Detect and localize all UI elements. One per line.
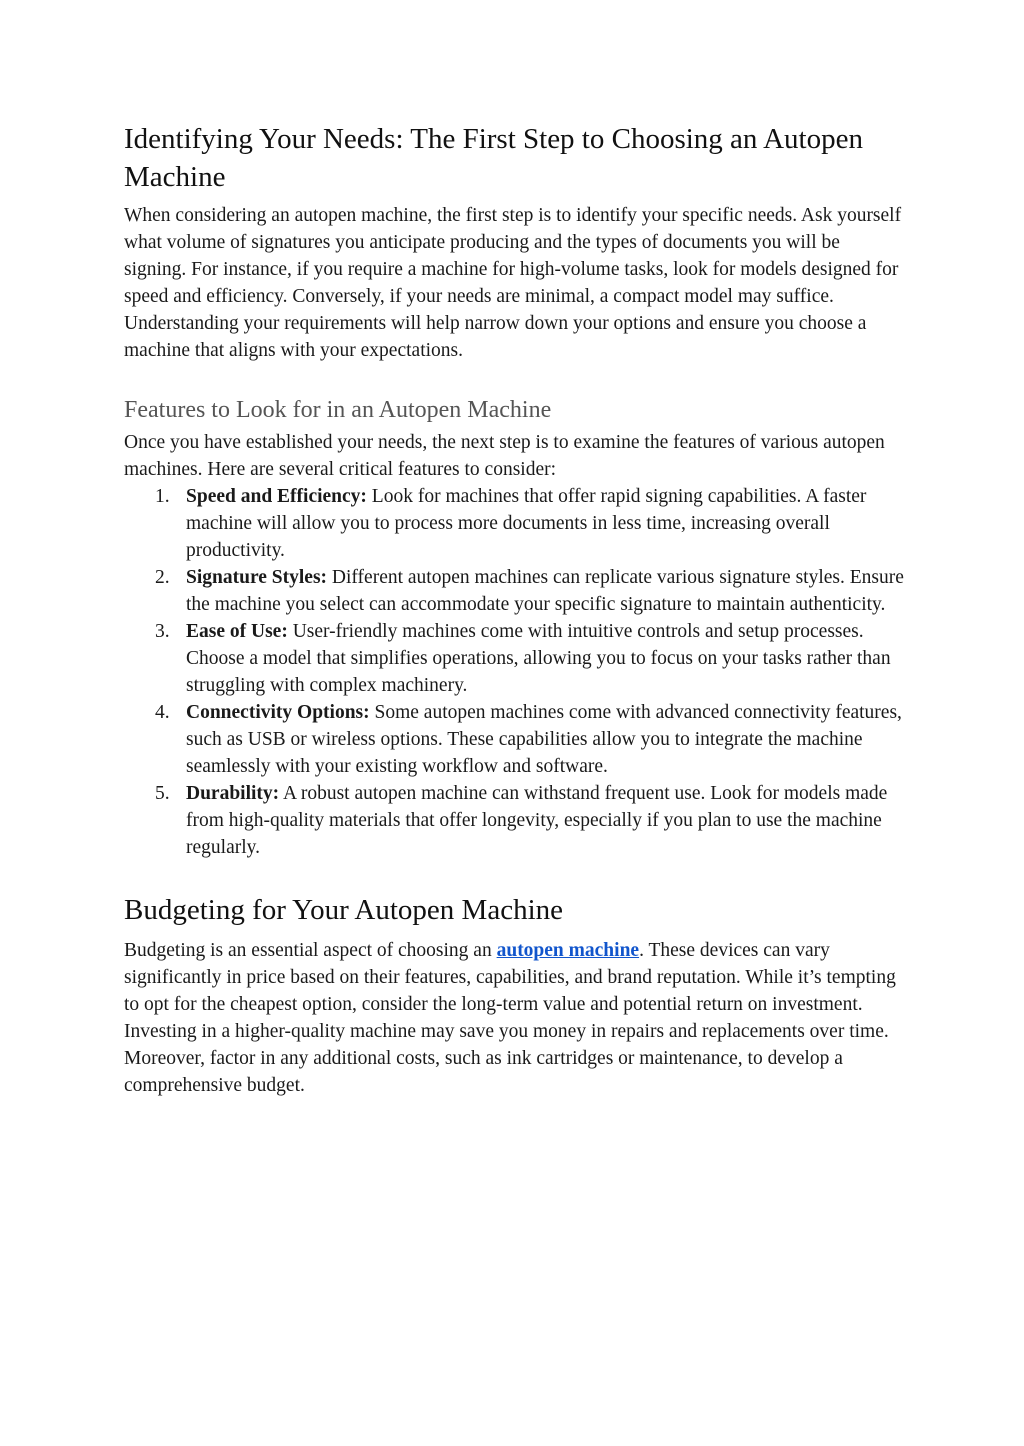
list-item-text: User-friendly machines come with intuitive controls and setup processes. Choose a model that simplifies operations, allowing you to focus on your tasks rather than struggling with complex machinery. xyxy=(186,621,891,696)
list-item-text: Different autopen machines can replicate various signature styles. Ensure the machine you select can accommodate your specific signature to maintain authenticity. xyxy=(186,567,904,615)
heading-features: Features to Look for in an Autopen Machine xyxy=(124,397,552,423)
heading-budgeting: Budgeting for Your Autopen Machine xyxy=(124,894,563,926)
list-item xyxy=(124,564,904,618)
list-item xyxy=(124,618,904,699)
list-number: 4. xyxy=(155,702,170,723)
list-item-text: A robust autopen machine can withstand frequent use. Look for models made from high-quality materials that offer longevity, especially if you plan to use the machine regularly. xyxy=(186,783,888,858)
list-item-label: Ease of Use: xyxy=(186,621,288,642)
list-item-label: Durability: xyxy=(186,783,280,804)
budgeting-text-after: . These devices can vary significantly in price based on their features, capabilities, and brand reputation. While it’s tempting to opt for the cheapest option, consider the long-term value and potential return on investment. Investing in a higher-quality machine may save you money in repairs and replacements over time. Moreover, factor in any additional costs, such as ink cartridges or maintenance, to develop a comprehensive budget. xyxy=(124,940,896,1096)
list-item-label: Speed and Efficiency: xyxy=(186,486,367,507)
list-number: 2. xyxy=(155,567,170,588)
list-item-label: Connectivity Options: xyxy=(186,702,370,723)
list-item-text: Some autopen machines come with advanced connectivity features, such as USB or wireless options. These capabilities allow you to integrate the machine seamlessly with your existing workflow and software. xyxy=(186,702,902,777)
list-item xyxy=(124,699,904,780)
autopen-machine-link[interactable]: autopen machine xyxy=(496,940,640,961)
list-number: 5. xyxy=(155,783,170,804)
paragraph-features-intro: Once you have established your needs, the next step is to examine the features of various autopen machines. Here are several critical features to consider: xyxy=(124,432,885,480)
list-item xyxy=(124,780,904,861)
paragraph-budgeting xyxy=(124,937,904,1099)
list-item-text: Look for machines that offer rapid signing capabilities. A faster machine will allow you to process more documents in less time, increasing overall productivity. xyxy=(186,486,867,561)
section-budgeting xyxy=(124,891,904,1099)
list-number: 1. xyxy=(155,486,170,507)
document-page xyxy=(124,120,904,1099)
section-features xyxy=(124,394,904,861)
list-item xyxy=(124,483,904,564)
paragraph-identifying-needs: When considering an autopen machine, the first step is to identify your specific needs. Ask yourself what volume of signatures you anticipate producing and the types of documents you will be signing. For instance, if you require a machine for high-volume tasks, look for models designed for speed and efficiency. Conversely, if your needs are minimal, a compact model may suffice. Understanding your requirements will help narrow down your options and ensure you choose a machine that aligns with your expectations. xyxy=(124,205,902,361)
section-identifying-needs xyxy=(124,120,904,364)
list-item-label: Signature Styles: xyxy=(186,567,328,588)
budgeting-text-before: Budgeting is an essential aspect of choosing an xyxy=(124,940,497,961)
heading-identifying-needs: Identifying Your Needs: The First Step to Choosing an Autopen Machine xyxy=(124,123,863,193)
features-list xyxy=(124,483,904,861)
list-number: 3. xyxy=(155,621,170,642)
